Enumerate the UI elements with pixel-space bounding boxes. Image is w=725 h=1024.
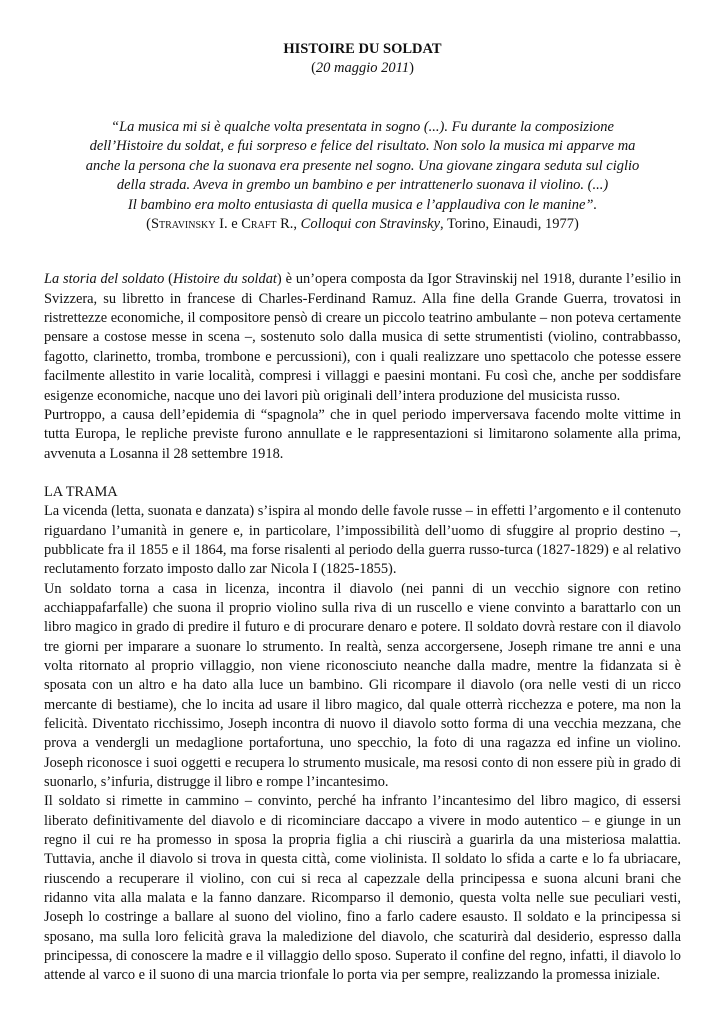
- intro-paragraph-2: Purtroppo, a causa dell’epidemia di “spagnola” che in quel periodo imperversava facendo molte vittime in tutta Europa, le repliche previste furono annullate e le rappresentazioni si limitarono solamente alla prima, avvenuta a Losanna il 28 settembre 1918.: [44, 406, 681, 462]
- citation-author-2: Craft: [241, 216, 277, 233]
- plot-paragraph: La vicenda (letta, suonata e danzata) s’ispira al mondo delle favole russe – in effetti l’argomento e il contenuto riguardano l’umanità in genere e, in particolare, l’impossibilità dell’uomo di sfuggire al proprio destino –, pubblicate fra il 1855 e il 1864, ma forse risalenti al periodo della guerra russo-turca (1827-1829) e al relativo reclutamento forzato imposto dallo zar Nicola I (1825-1855).: [44, 503, 681, 578]
- intro-paragraph-1-text: ) è un’opera composta da Igor Stravinskij nel 1918, durante l’esilio in Svizzera, su libretto in francese di Charles-Ferdinand Ramuz. Alla fine della Grande Guerra, trovatosi in ristrettezze economiche, il compositore pensò di creare un piccolo teatrino ambulante – non poteva certamente pensare a costose messe in scena –, sostenuto solo dalla musica di sette strumentisti (violino, contrabbasso, fagotto, clarinetto, tromba, trombone e percussioni), con i quali realizzare uno spettacolo che potesse essere facilmente allestito in varie località, compresi i villaggi e paesini montani. Fu così che, anche per soddisfare esigenze economiche, nacque uno dei lavori più originali dell’intera produzione del musicista russo.: [44, 271, 682, 404]
- intro-paragraph-1: [44, 270, 681, 405]
- epigraph-quote: [44, 118, 681, 215]
- section-heading-plot: LA TRAMA: [44, 483, 118, 500]
- date-open-paren: (: [311, 60, 316, 76]
- quote-line: “La musica mi si è qualche volta presentata in sogno (...). Fu durante la composizione: [111, 119, 614, 135]
- citation-author-1: Stravinsky: [150, 216, 216, 233]
- quote-line: anche la persona che la suonava era presente nel sogno. Una giovane zingara seduta sul ciglio: [85, 157, 640, 174]
- intro-title-french: Histoire du soldat: [172, 271, 277, 288]
- plot-paragraph: Il soldato si rimette in cammino – convinto, perché ha infranto l’incantesimo del libro magico, di essersi liberato definitivamente del diavolo e di ricominciare daccapo a vivere in modo autentico – e giunge in un regno il cui re ha promesso in sposa la propria figlia a chi riuscirà a guarirla da una misteriosa malattia. Tuttavia, anche il diavolo si trova in questa città, come violinista. Il soldato lo sfida a carte e lo fa ubriacare, riuscendo a recuperare il violino, con cui si reca al capezzale della principessa e suona alcuni brani che ridanno vita alla malata e la fanno danzare. Ricomparso il demonio, questa volta nelle sue peculiari vesti, Joseph lo costringe a ballare al suono del violino, fino a farlo cadere esausto. Il soldato e la principessa si sposano, ma sulla loro felicità grava la maledizione del diavolo, che scaturirà dal desiderio, espresso dalla principessa, di conoscere la madre e il villaggio dello sposo. Superato il confine del regno, infatti, il diavolo lo attende al varco e il suono di una marcia trionfale lo porta via per sempre, realizzando la promessa iniziale.: [44, 793, 681, 984]
- document-page: [44, 40, 681, 986]
- intro-title-italian: La storia del soldato: [44, 271, 165, 288]
- citation-author-2-initials: R.,: [276, 216, 301, 233]
- date-close-paren: ): [409, 60, 414, 76]
- citation-publication: , Torino, Einaudi, 1977): [440, 216, 579, 233]
- quote-line: Il bambino era molto entusiasta di quella musica e l’applaudiva con le manine”.: [127, 196, 598, 213]
- document-title: HISTOIRE DU SOLDAT: [283, 41, 442, 57]
- citation-author-1-initials: I. e: [215, 216, 242, 233]
- intro-paren-open: (: [164, 271, 173, 288]
- epigraph-citation: [44, 215, 681, 234]
- document-date: [44, 59, 681, 78]
- citation-work-title: Colloqui con Stravinsky: [300, 216, 441, 233]
- date-text: 20 maggio 2011: [315, 60, 410, 76]
- citation-open-paren: (: [146, 216, 151, 233]
- plot-paragraph: Un soldato torna a casa in licenza, incontra il diavolo (nei panni di un vecchio signore con retino acchiappafarfalle) che suona il proprio violino sulla riva di un ruscello e viene convinto a barattarlo con un libro magico in grado di predire il futuro e di procurare denaro e potere. Il soldato dovrà restare con il diavolo tre giorni per imparare a suonare lo strumento. In realtà, senza accorgersene, Joseph rimane tre anni e una volta ritornato al proprio villaggio, non viene riconosciuto neanche dalla madre, mentre la fidanzata si è sposata con un altro e ha dato alla luce un bambino. Gli ricompare il diavolo (ora nelle vesti di un ricco mercante di bestiame), che lo incita ad usare il libro magico, dal quale otterrà ricchezza e potere, ma non la felicità. Diventato ricchissimo, Joseph incontra di nuovo il diavolo sotto forma di una vecchia mezzana, che prova a vendergli un medaglione portafortuna, uno specchio, la foto di una ragazza ed infine un violino. Joseph riconosce i suoi oggetti e recupera lo strumento musicale, ma resosi conto di non essere più in grado di suonarlo, s’infuria, distrugge il libro e rompe l’incantesimo.: [44, 580, 681, 791]
- quote-line: della strada. Aveva in grembo un bambino e per intrattenerlo suonava il violino. (...): [116, 177, 609, 194]
- quote-line: dell’Histoire du soldat, e fui sorpreso e felice del risultato. Non solo la musica mi apparve ma: [89, 138, 636, 155]
- article-body: [44, 270, 681, 985]
